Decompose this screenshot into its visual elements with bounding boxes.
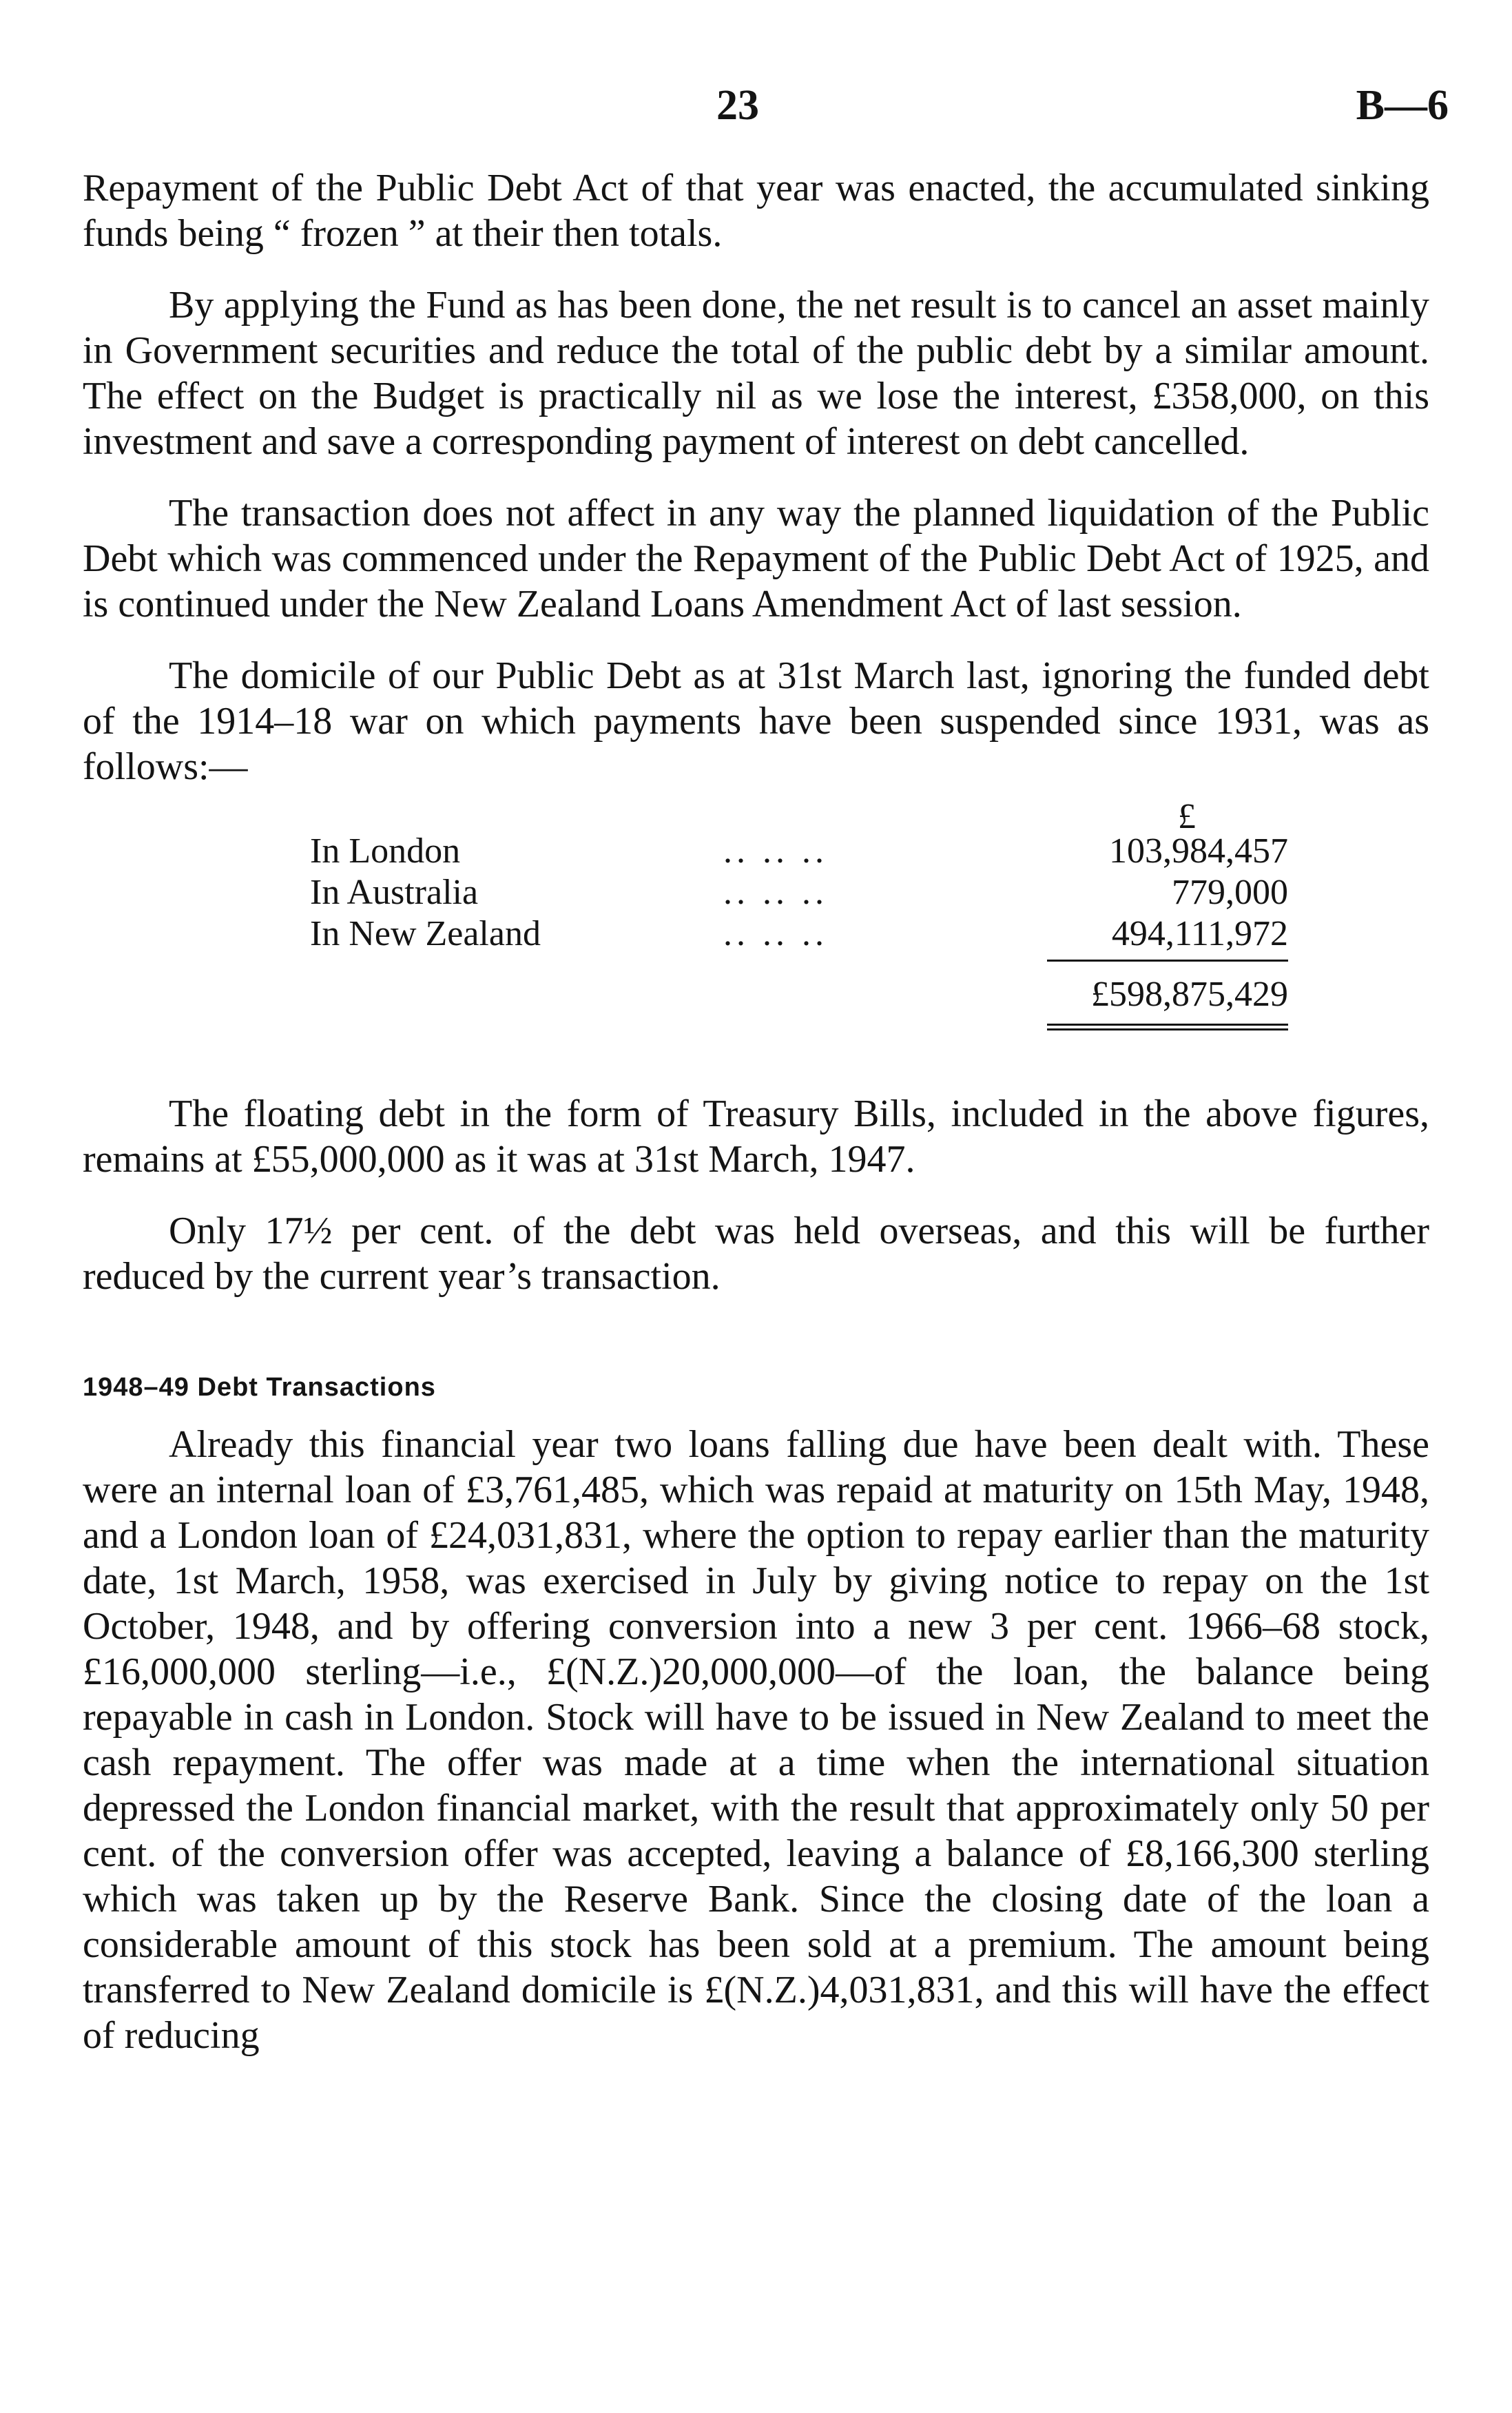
total-rule <box>1047 960 1288 962</box>
leader-dots: .. .. .. <box>723 831 828 871</box>
paragraph-fund-application: By applying the Fund as has been done, the net result is to cancel an asset mainly in Government securities and reduce the total of the public debt by a similar amount. The effect on the Budget is practically nil as we lose the interest, £358,000, on this investment and save a corresponding payment of interest on debt cancelled. <box>83 284 1429 463</box>
section-heading: 1948–49 Debt Transactions <box>83 1373 436 1402</box>
page-body <box>83 165 1429 2058</box>
currency-header: £ <box>1178 797 1196 836</box>
row-label: In London <box>310 831 461 871</box>
total-double-rule <box>1047 1024 1288 1031</box>
leader-dots: .. .. .. <box>723 873 828 912</box>
paragraph-domicile: The domicile of our Public Debt as at 31st March last, ignoring the funded debt of the 1914–18 war on which payments have been suspended since 1931, was as follows:— <box>83 654 1429 788</box>
paragraph-debt-transactions: Already this financial year two loans falling due have been dealt with. These were an internal loan of £3,761,485, which was repaid at maturity on 15th May, 1948, and a London loan of £24,031,831, where the option to repay earlier than the maturity date, 1st March, 1958, was exercised in July by giving notice to repay on the 1st October, 1948, and by offering conversion into a new 3 per cent. 1966–68 stock, £16,000,000 sterling—i.e., £(N.Z.)20,000,000—of the loan, the balance being repayable in cash in London. Stock will have to be issued in New Zealand to meet the cash repayment. The offer was made at a time when the international situation depressed the London financial market, with the result that approximately only 50 per cent. of the conversion offer was accepted, leaving a balance of £8,166,300 sterling which was taken up by the Reserve Bank. Since the closing date of the loan a considerable amount of this stock has been sold at a premium. The amount being transferred to New Zealand domicile is £(N.Z.)4,031,831, and this will have the effect of reducing <box>83 1423 1429 2057</box>
paragraph-overseas-share: Only 17½ per cent. of the debt was held overseas, and this will be further reduced by the current year’s transaction. <box>83 1210 1429 1298</box>
paragraph-liquidation: The transaction does not affect in any way the planned liquidation of the Public Debt which was commenced under the Repayment of the Public Debt Act of 1925, and is continued under the New Zealand Loans Amendment Act of last session. <box>83 492 1429 625</box>
row-value: 494,111,972 <box>1111 914 1288 953</box>
row-value: 103,984,457 <box>1109 831 1288 871</box>
debt-domicile-table <box>83 796 1429 1065</box>
table-total: £598,875,429 <box>1091 975 1288 1014</box>
row-label: In Australia <box>310 873 479 912</box>
paragraph-floating-debt: The floating debt in the form of Treasury Bills, included in the above figures, remains at £55,000,000 as it was at 31st March, 1947. <box>83 1092 1429 1181</box>
page-number: 23 <box>716 82 759 129</box>
row-value: 779,000 <box>1172 873 1288 912</box>
row-label: In New Zealand <box>310 914 541 953</box>
paragraph-continuation: Repayment of the Public Debt Act of that year was enacted, the accumulated sinking funds being “ frozen ” at their then totals. <box>83 167 1429 255</box>
leader-dots: .. .. .. <box>723 914 828 953</box>
document-code: B—6 <box>1356 82 1449 129</box>
